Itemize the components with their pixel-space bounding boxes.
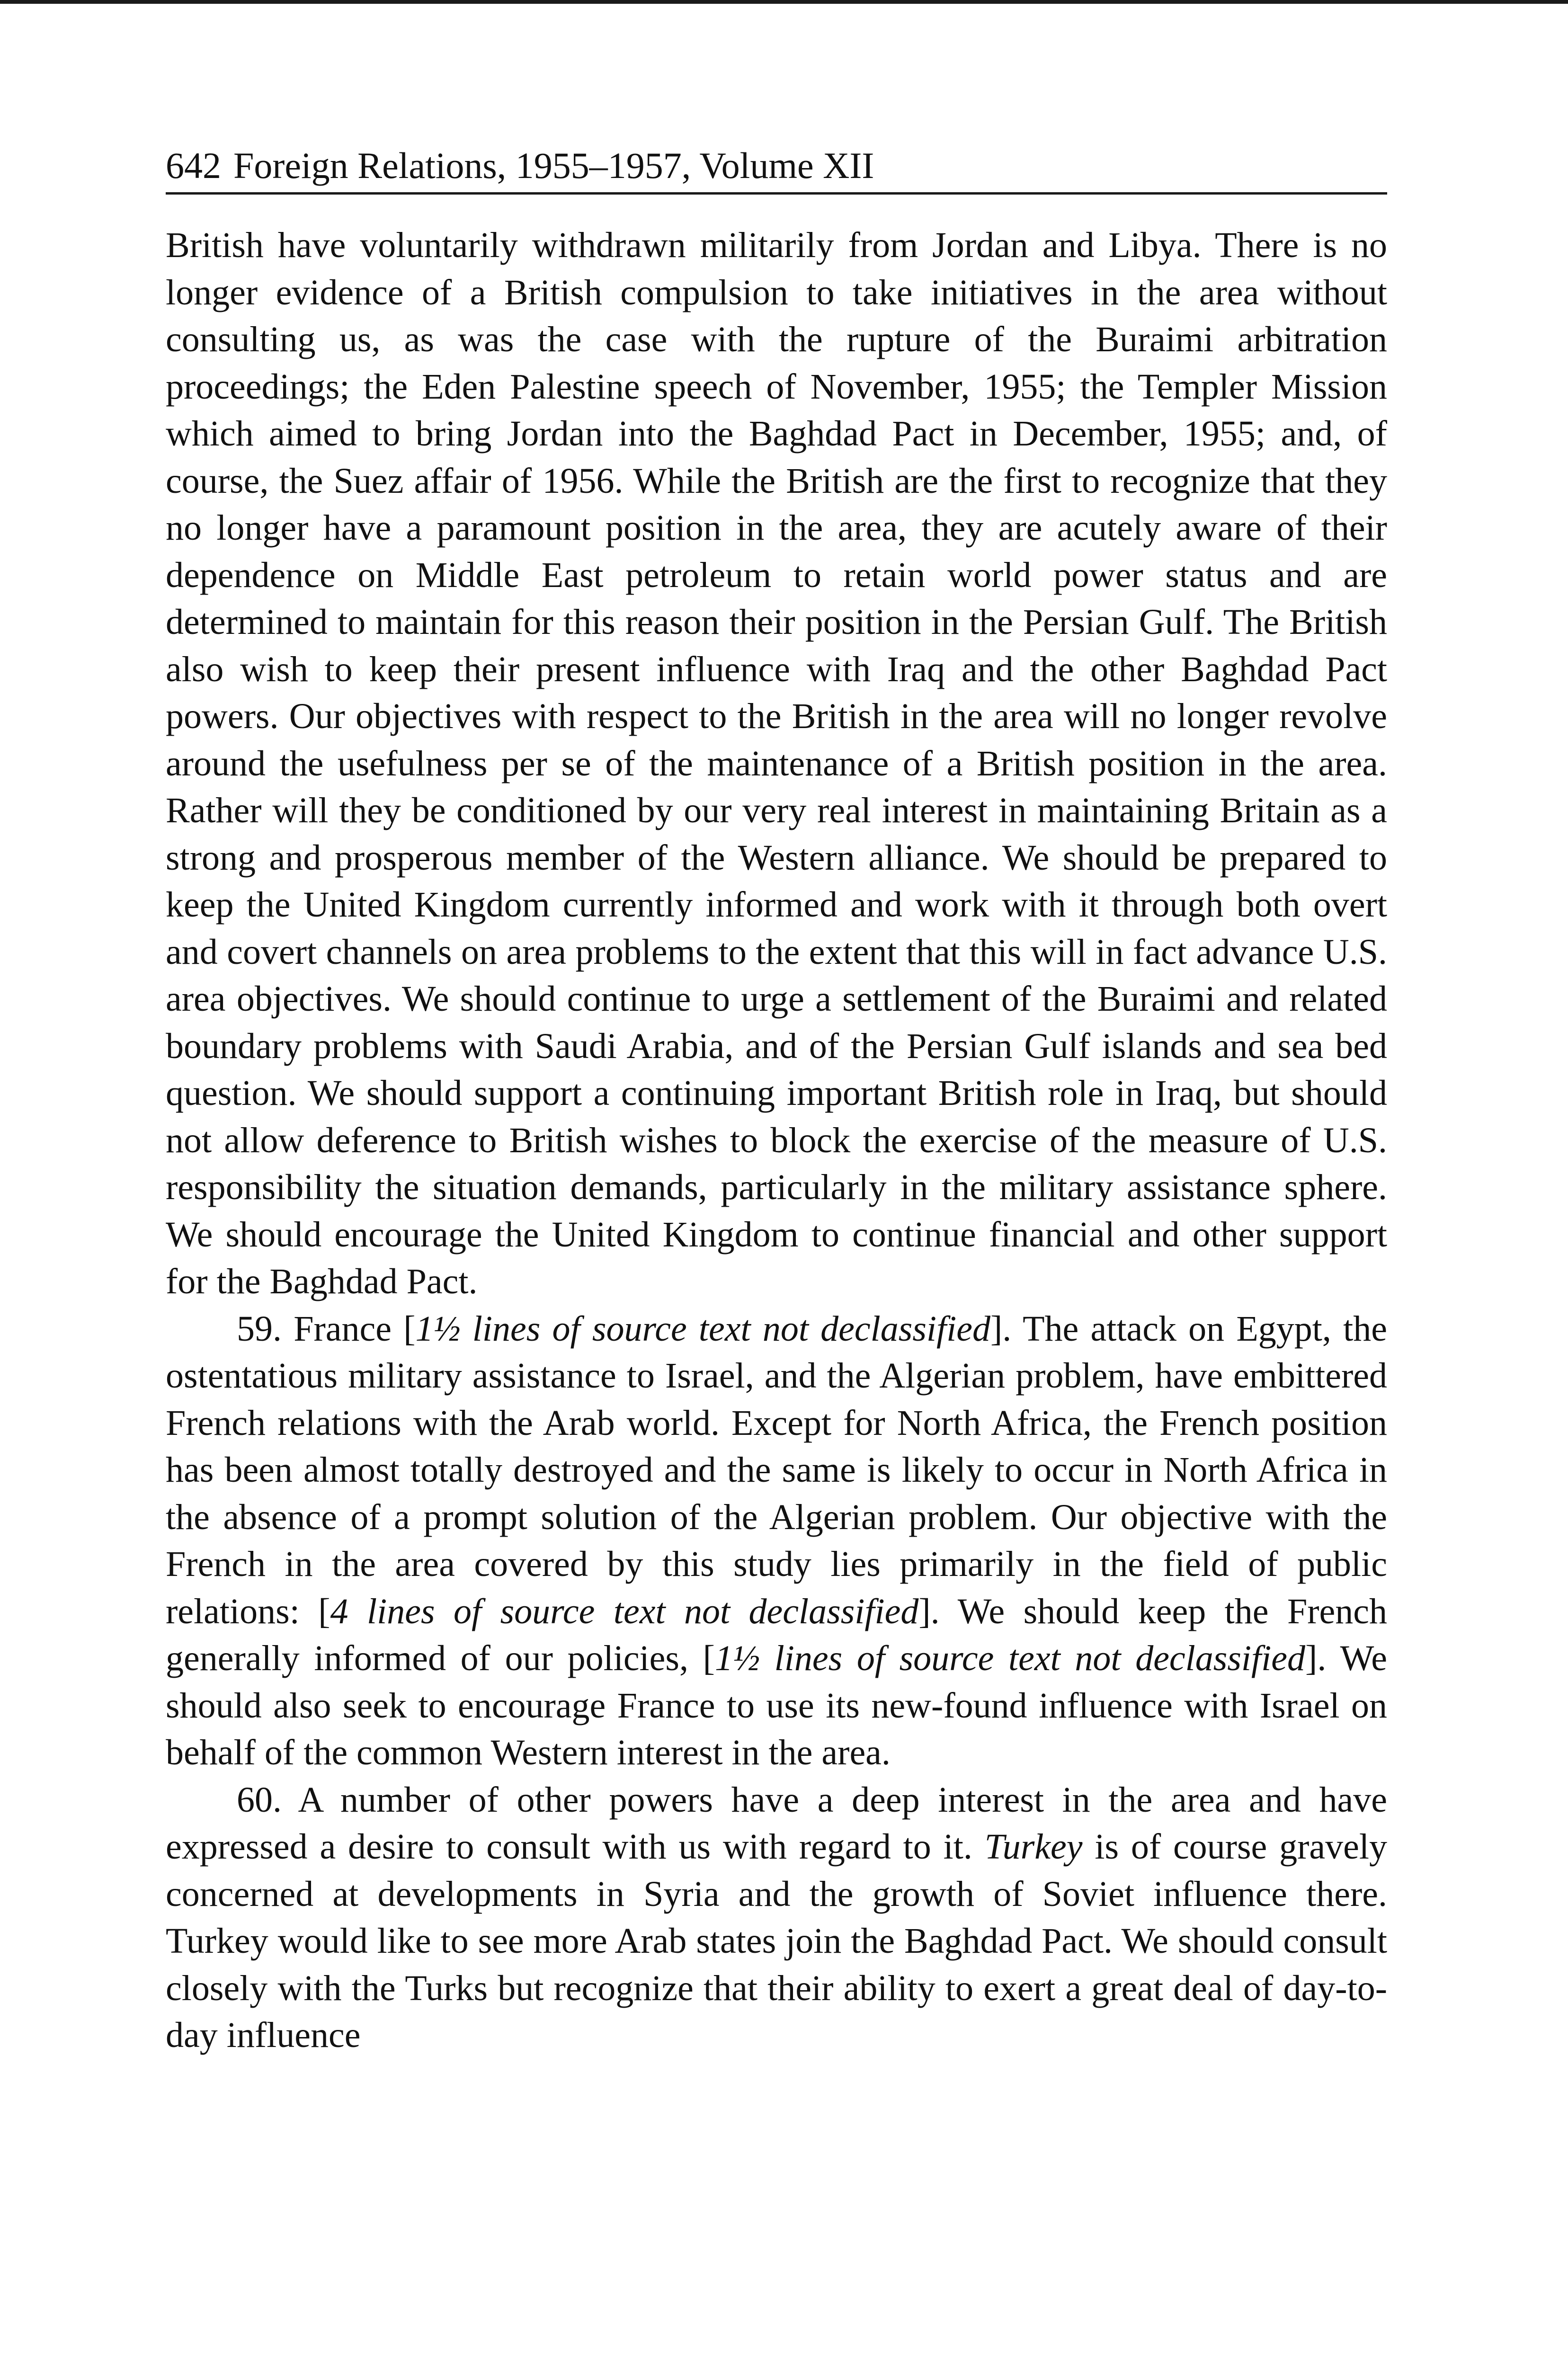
- scan-top-border: [0, 0, 1568, 4]
- paragraph-continued: [166, 222, 1387, 1306]
- paragraph-number: 59.: [237, 1308, 282, 1349]
- text-run: France [: [294, 1308, 416, 1349]
- paragraph-number: 60.: [237, 1780, 282, 1820]
- book-page: [166, 142, 1387, 2059]
- text-run: ]. We should also seek to encourage France to use its new-found influence with Israel on behalf of the common Western interest in the area.: [166, 1638, 1387, 1772]
- paragraph-59-france: [166, 1306, 1387, 1777]
- text-run: A number of other powers have a deep interest in the area and have expressed a desire to consult with us with regard to it.: [166, 1780, 1387, 1867]
- page-number: 642: [166, 145, 221, 186]
- body-text: [166, 222, 1387, 2059]
- redaction-note: 1½ lines of source text not declassified: [714, 1638, 1306, 1678]
- volume-title: Foreign Relations, 1955–1957, Volume XII: [233, 145, 874, 186]
- redaction-note: 4 lines of source text not declassified: [330, 1591, 919, 1631]
- redaction-note: 1½ lines of source text not declassified: [415, 1308, 990, 1349]
- paragraph-60-other-powers: [166, 1777, 1387, 2059]
- text-run: ]. We should keep the French generally informed of our policies, [: [166, 1591, 1387, 1678]
- text-run: British have voluntarily withdrawn militarily from Jordan and Libya. There is no longer evidence of a British compulsion to take initiatives in the area without consulting us, as was the case with the rupture of the Buraimi arbitration proceedings; the Eden Palestine speech of November, 1955; the Templer Mission which aimed to bring Jordan into the Baghdad Pact in December, 1955; and, of course, the Suez affair of 1956. While the British are the first to recognize that they no longer have a paramount position in the area, they are acutely aware of their dependence on Middle East petroleum to retain world power status and are determined to maintain for this reason their position in the Persian Gulf. The British also wish to keep their present influence with Iraq and the other Baghdad Pact powers. Our objectives with respect to the British in the area will no longer revolve around the usefulness per se of the maintenance of a British position in the area. Rather will they be conditioned by our very real interest in maintaining Britain as a strong and prosperous member of the Western alliance. We should be prepared to keep the United Kingdom currently informed and work with it through both overt and covert channels on area problems to the extent that this will in fact advance U.S. area objectives. We should continue to urge a settlement of the Buraimi and related boundary problems with Saudi Arabia, and of the Persian Gulf islands and sea bed question. We should support a continuing important British role in Iraq, but should not allow deference to British wishes to block the exercise of the measure of U.S. responsibility the situation demands, particularly in the military assistance sphere. We should encourage the United Kingdom to continue financial and other support for the Baghdad Pact.: [166, 225, 1387, 1301]
- text-run: ]. The attack on Egypt, the ostentatious military assistance to Israel, and the Algerian problem, have embittered French relations with the Arab world. Except for North Africa, the French position has been almost totally destroyed and the same is likely to occur in North Africa in the absence of a prompt solution of the Algerian problem. Our objective with the French in the area covered by this study lies primarily in the field of public relations: [: [166, 1308, 1387, 1631]
- emphasis-turkey: Turkey: [984, 1827, 1083, 1867]
- running-head: [166, 142, 1387, 195]
- text-run: is of course gravely concerned at developments in Syria and the growth of Soviet influence there. Turkey would like to see more Arab states join the Baghdad Pact. We should consult closely with the Turks but recognize that their ability to exert a great deal of day-to-day influence: [166, 1827, 1387, 2055]
